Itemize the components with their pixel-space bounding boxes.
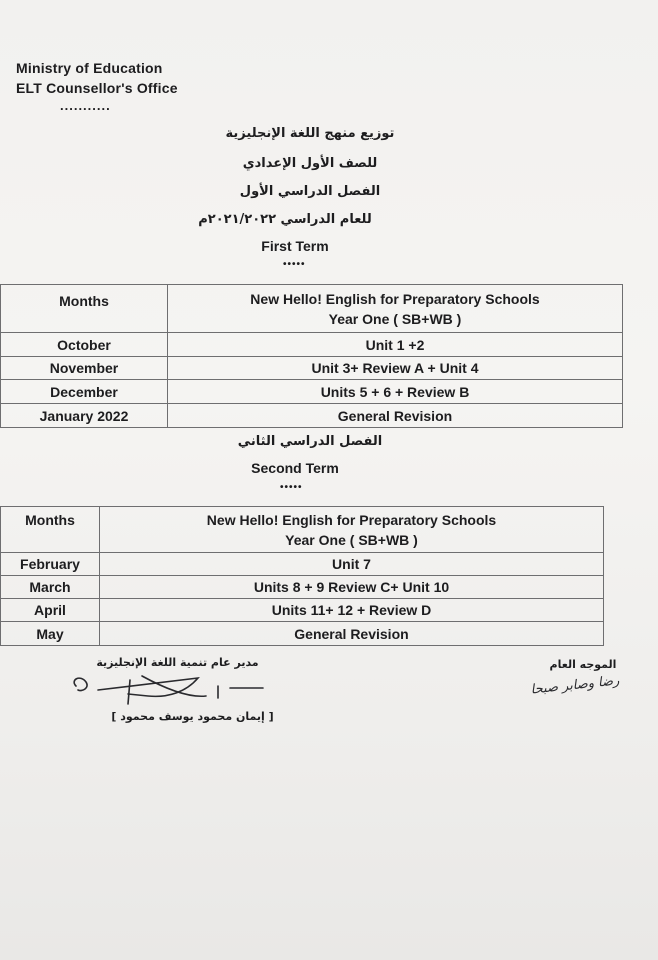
title-ar-line1: توزيع منهج اللغة الإنجليزية xyxy=(225,126,395,141)
first-term-dots: ••••• xyxy=(283,259,306,270)
table-header-row xyxy=(1,507,604,553)
month-cell: March xyxy=(1,576,100,599)
title-ar-line2: للصف الأول الإعدادي xyxy=(242,156,378,171)
book-year: Year One ( SB+WB ) xyxy=(285,531,418,548)
table-row xyxy=(1,576,604,599)
second-term-label: Second Term xyxy=(251,460,339,476)
book-title: New Hello! English for Preparatory Schools xyxy=(250,290,540,307)
col-months-header: Months xyxy=(1,507,100,553)
header-dots: ........... xyxy=(60,98,111,113)
month-cell: November xyxy=(1,357,168,380)
col-months-header: Months xyxy=(1,285,168,333)
left-signatory-title: مدير عام تنمية اللغة الإنجليزية xyxy=(96,656,259,669)
table-row xyxy=(1,622,604,646)
ministry-name: Ministry of Education xyxy=(16,60,163,76)
title-ar-line4: للعام الدراسي ٢٠٢١/٢٠٢٢م xyxy=(198,212,372,227)
col-book-header xyxy=(168,285,623,333)
content-cell: Unit 7 xyxy=(100,553,604,576)
second-term-ar-label: الفصل الدراسي الثاني xyxy=(237,434,383,449)
table-row xyxy=(1,380,623,404)
book-year: Year One ( SB+WB ) xyxy=(328,310,462,327)
col-book-header xyxy=(100,507,604,553)
right-signature: رضا وصابر صبحا xyxy=(529,673,621,698)
second-term-dots: ••••• xyxy=(280,482,303,493)
table-header-row xyxy=(1,285,623,333)
left-signature xyxy=(68,668,283,710)
table-row xyxy=(1,553,604,576)
table-row xyxy=(1,357,623,380)
title-ar-line3: الفصل الدراسي الأول xyxy=(239,184,381,199)
month-cell: February xyxy=(1,553,100,576)
table-row xyxy=(1,404,623,428)
left-signatory-name: [ إيمان محمود يوسف محمود ] xyxy=(111,710,274,723)
second-term-table xyxy=(0,506,604,646)
book-title: New Hello! English for Preparatory Schools xyxy=(206,511,497,528)
right-signatory-title: الموجه العام xyxy=(549,658,617,671)
month-cell: January 2022 xyxy=(1,404,168,428)
month-cell: October xyxy=(1,333,168,357)
content-cell: Unit 1 +2 xyxy=(168,333,623,357)
content-cell: Units 11+ 12 + Review D xyxy=(100,599,604,622)
content-cell: Unit 3+ Review A + Unit 4 xyxy=(168,357,623,380)
content-cell: Units 8 + 9 Review C+ Unit 10 xyxy=(100,576,604,599)
content-cell: General Revision xyxy=(168,404,623,428)
table-row xyxy=(1,599,604,622)
month-cell: December xyxy=(1,380,168,404)
month-cell: May xyxy=(1,622,100,646)
month-cell: April xyxy=(1,599,100,622)
office-name: ELT Counsellor's Office xyxy=(16,80,178,96)
content-cell: Units 5 + 6 + Review B xyxy=(168,380,623,404)
first-term-label: First Term xyxy=(261,238,329,254)
table-row xyxy=(1,333,623,357)
content-cell: General Revision xyxy=(100,622,604,646)
first-term-table xyxy=(0,284,623,428)
